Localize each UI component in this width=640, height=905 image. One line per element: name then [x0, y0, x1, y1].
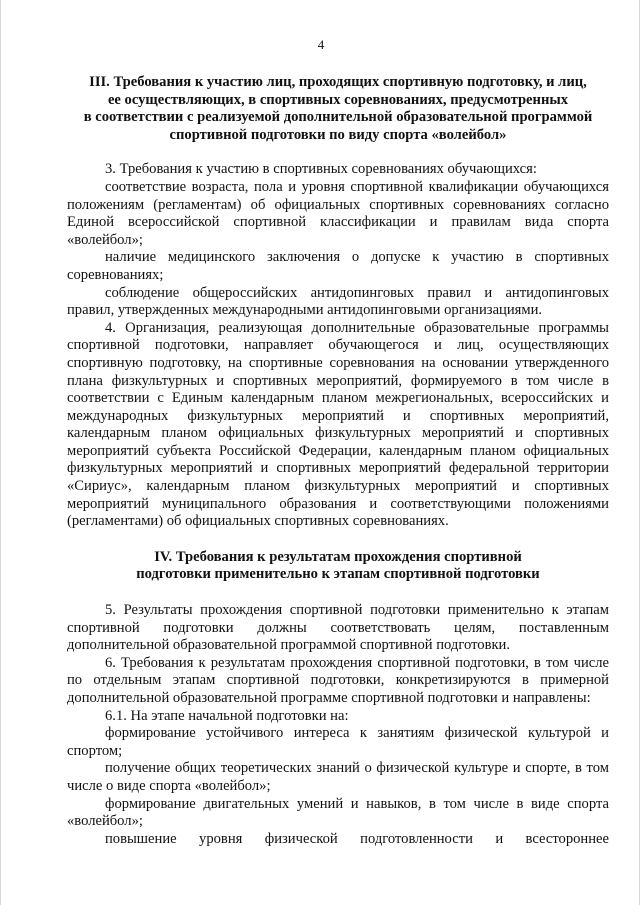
paragraph-physical-fitness: повышение уровня физической подготовленности и всестороннее: [105, 830, 609, 847]
paragraph-6: 6. Требования к результатам прохождения спортивной подготовки, в том числе по отдельным этапам спортивной подготовки, конкретизируются в примерной дополнительной образовательной программе спортивной подготовки и направлены:: [67, 654, 609, 706]
paragraph-knowledge: получение общих теоретических знаний о физической культуре и спорте, в том числе о виде спорта «волейбол»;: [67, 760, 609, 794]
paragraph-5: 5. Результаты прохождения спортивной подготовки применительно к этапам спортивной подготовки должны соответствовать целям, поставленным дополнительной образовательной программой спортивной подготовки.: [67, 602, 609, 654]
paragraph-medical-certificate: наличие медицинского заключения о допуске к участию в спортивных соревнованиях;: [67, 249, 609, 283]
paragraph-motor-skills: формирование двигательных умений и навыков, в том числе в виде спорта «волейбол»;: [67, 795, 609, 830]
paragraph-6-1: 6.1. На этапе начальной подготовки на:: [105, 707, 349, 724]
paragraph-age-requirement: соответствие возраста, пола и уровня спортивной квалификации обучающихся положениям (регламентам) об официальных спортивных соревнованиях согласно Единой всероссийской спортивной классификации и правилам вида спорта «волейбол»;: [67, 178, 609, 248]
paragraph-antidoping: соблюдение общероссийских антидопинговых правил и антидопинговых правил, утвержденных международными антидопинговыми организациями.: [67, 284, 609, 319]
heading-line: спортивной подготовки по виду спорта «волейбол»: [169, 126, 507, 143]
paragraph-interest: формирование устойчивого интереса к занятиям физической культурой и спортом;: [67, 725, 609, 759]
heading-line: ее осуществляющих, в спортивных соревнованиях, предусмотренных: [107, 91, 569, 108]
paragraph-3: 3. Требования к участию в спортивных соревнованиях обучающихся:: [105, 161, 537, 178]
document-body: [67, 74, 609, 848]
heading-line: подготовки применительно к этапам спортивной подготовки: [136, 566, 540, 583]
section-3-heading: [67, 74, 609, 144]
heading-line: IV. Требования к результатам прохождения спортивной: [154, 548, 522, 565]
heading-line: III. Требования к участию лиц, проходящих спортивную подготовку, и лиц,: [89, 74, 587, 90]
heading-line: в соответствии с реализуемой дополнительной образовательной программой: [83, 109, 593, 126]
page-number: 4: [317, 37, 325, 52]
paragraph-4: 4. Организация, реализующая дополнительные образовательные программы спортивной подготовки, направляет обучающегося и лиц, осуществляющих спортивную подготовку, на спортивные соревнования на основании утвержденного плана физкультурных и спортивных мероприятий, формируемого в том числе в соответствии с Единым календарным планом межрегиональных, всероссийских и международных физкультурных мероприятий и спортивных мероприятий, календарным планом официальных физкультурных мероприятий и спортивных мероприятий субъекта Российской Федерации, календарным планом официальных физкультурных мероприятий и спортивных мероприятий федеральной территории «Сириус», календарным планом физкультурных мероприятий и спортивных мероприятий муниципального образования и соответствующими положениями (регламентами) об официальных спортивных соревнованиях.: [67, 319, 609, 530]
section-4-heading: [67, 549, 609, 584]
